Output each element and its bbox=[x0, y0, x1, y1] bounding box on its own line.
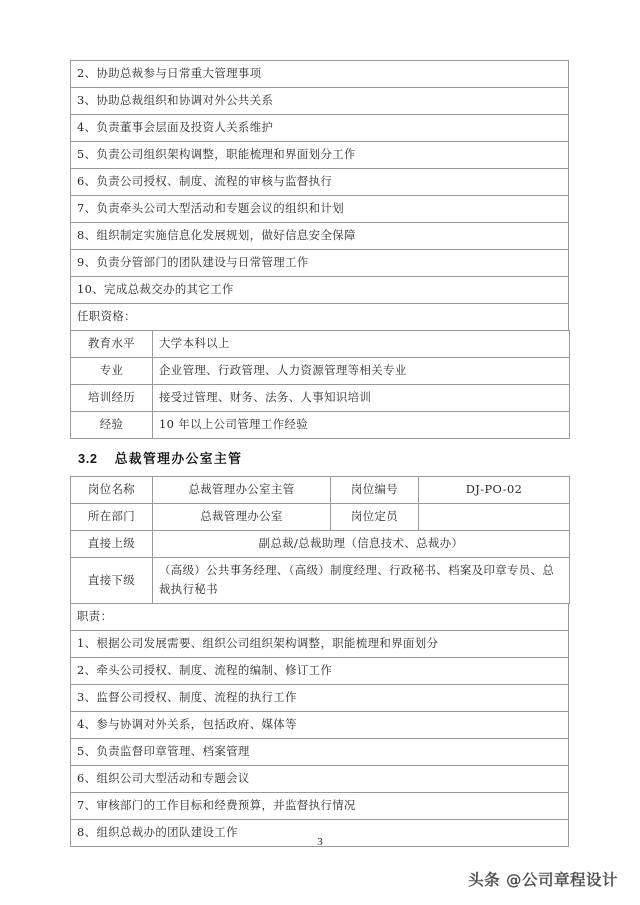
table-row bbox=[71, 531, 570, 558]
table-row bbox=[71, 169, 569, 196]
qualification-label: 教育水平 bbox=[71, 331, 153, 358]
table-row bbox=[71, 250, 569, 277]
position-info-table bbox=[70, 476, 570, 604]
table-row bbox=[71, 115, 569, 142]
table-row bbox=[71, 61, 569, 88]
position-code-label: 岗位编号 bbox=[331, 477, 419, 504]
table-row bbox=[71, 412, 570, 439]
qualification-label: 经验 bbox=[71, 412, 153, 439]
section-heading-3-2 bbox=[70, 439, 569, 476]
table-row bbox=[71, 331, 570, 358]
subordinate-label: 直接下级 bbox=[71, 558, 153, 604]
table-row bbox=[71, 304, 569, 331]
qualification-value: 10 年以上公司管理工作经验 bbox=[153, 412, 570, 439]
page-content bbox=[70, 60, 569, 847]
subordinate-value: （高级）公共事务经理、（高级）制度经理、行政秘书、档案及印章专员、总裁执行秘书 bbox=[153, 558, 570, 604]
table-row bbox=[71, 631, 569, 658]
table-row bbox=[71, 88, 569, 115]
table-row bbox=[71, 277, 569, 304]
position-name-label: 岗位名称 bbox=[71, 477, 153, 504]
duty-list-continued-table bbox=[70, 60, 569, 331]
table-row bbox=[71, 604, 569, 631]
position-name-value: 总裁管理办公室主管 bbox=[153, 477, 331, 504]
duty-item: 8、组织制定实施信息化发展规划，做好信息安全保障 bbox=[71, 223, 569, 250]
page-number: 3 bbox=[317, 836, 323, 848]
qualification-value: 大学本科以上 bbox=[153, 331, 570, 358]
duty-item: 7、负责牵头公司大型活动和专题会议的组织和计划 bbox=[71, 196, 569, 223]
table-row bbox=[71, 658, 569, 685]
duty-item: 4、参与协调对外关系，包括政府、媒体等 bbox=[71, 712, 569, 739]
duty-item: 10、完成总裁交办的其它工作 bbox=[71, 277, 569, 304]
duty-item: 6、负责公司授权、制度、流程的审核与监督执行 bbox=[71, 169, 569, 196]
duties-table bbox=[70, 603, 569, 847]
qualification-table bbox=[70, 330, 570, 439]
qualification-label: 专业 bbox=[71, 358, 153, 385]
duty-item: 2、牵头公司授权、制度、流程的编制、修订工作 bbox=[71, 658, 569, 685]
qualification-value: 企业管理、行政管理、人力资源管理等相关专业 bbox=[153, 358, 570, 385]
qualification-value: 接受过管理、财务、法务、人事知识培训 bbox=[153, 385, 570, 412]
table-row bbox=[71, 793, 569, 820]
table-row bbox=[71, 223, 569, 250]
table-row bbox=[71, 358, 570, 385]
duty-item: 2、协助总裁参与日常重大管理事项 bbox=[71, 61, 569, 88]
duties-title: 职责： bbox=[71, 604, 569, 631]
headcount-value bbox=[419, 504, 570, 531]
watermark: 头条 @公司章程设计 bbox=[468, 871, 618, 889]
supervisor-label: 直接上级 bbox=[71, 531, 153, 558]
duty-item: 4、负责董事会层面及投资人关系维护 bbox=[71, 115, 569, 142]
section-number: 3.2 bbox=[78, 451, 98, 466]
table-row bbox=[71, 504, 570, 531]
duty-item: 7、审核部门的工作目标和经费预算，并监督执行情况 bbox=[71, 793, 569, 820]
duty-item: 1、根据公司发展需要、组织公司组织架构调整，职能梳理和界面划分 bbox=[71, 631, 569, 658]
table-row bbox=[71, 558, 570, 604]
department-value: 总裁管理办公室 bbox=[153, 504, 331, 531]
table-row bbox=[71, 477, 570, 504]
table-row bbox=[71, 739, 569, 766]
table-row bbox=[71, 196, 569, 223]
duty-item: 3、协助总裁组织和协调对外公共关系 bbox=[71, 88, 569, 115]
duty-item: 9、负责分管部门的团队建设与日常管理工作 bbox=[71, 250, 569, 277]
table-row bbox=[71, 766, 569, 793]
department-label: 所在部门 bbox=[71, 504, 153, 531]
duty-item: 5、负责监督印章管理、档案管理 bbox=[71, 739, 569, 766]
duty-item: 6、组织公司大型活动和专题会议 bbox=[71, 766, 569, 793]
qualification-title: 任职资格： bbox=[71, 304, 569, 331]
qualification-label: 培训经历 bbox=[71, 385, 153, 412]
table-row bbox=[71, 685, 569, 712]
table-row bbox=[71, 385, 570, 412]
supervisor-value: 副总裁/总裁助理（信息技术、总裁办） bbox=[153, 531, 570, 558]
section-title: 总裁管理办公室主管 bbox=[114, 451, 243, 466]
headcount-label: 岗位定员 bbox=[331, 504, 419, 531]
table-row bbox=[71, 142, 569, 169]
position-code-value: DJ-PO-02 bbox=[419, 477, 570, 504]
duty-item: 5、负责公司组织架构调整，职能梳理和界面划分工作 bbox=[71, 142, 569, 169]
duty-item: 3、监督公司授权、制度、流程的执行工作 bbox=[71, 685, 569, 712]
duty-item: 8、组织总裁办的团队建设工作 bbox=[71, 820, 569, 847]
table-row bbox=[71, 712, 569, 739]
